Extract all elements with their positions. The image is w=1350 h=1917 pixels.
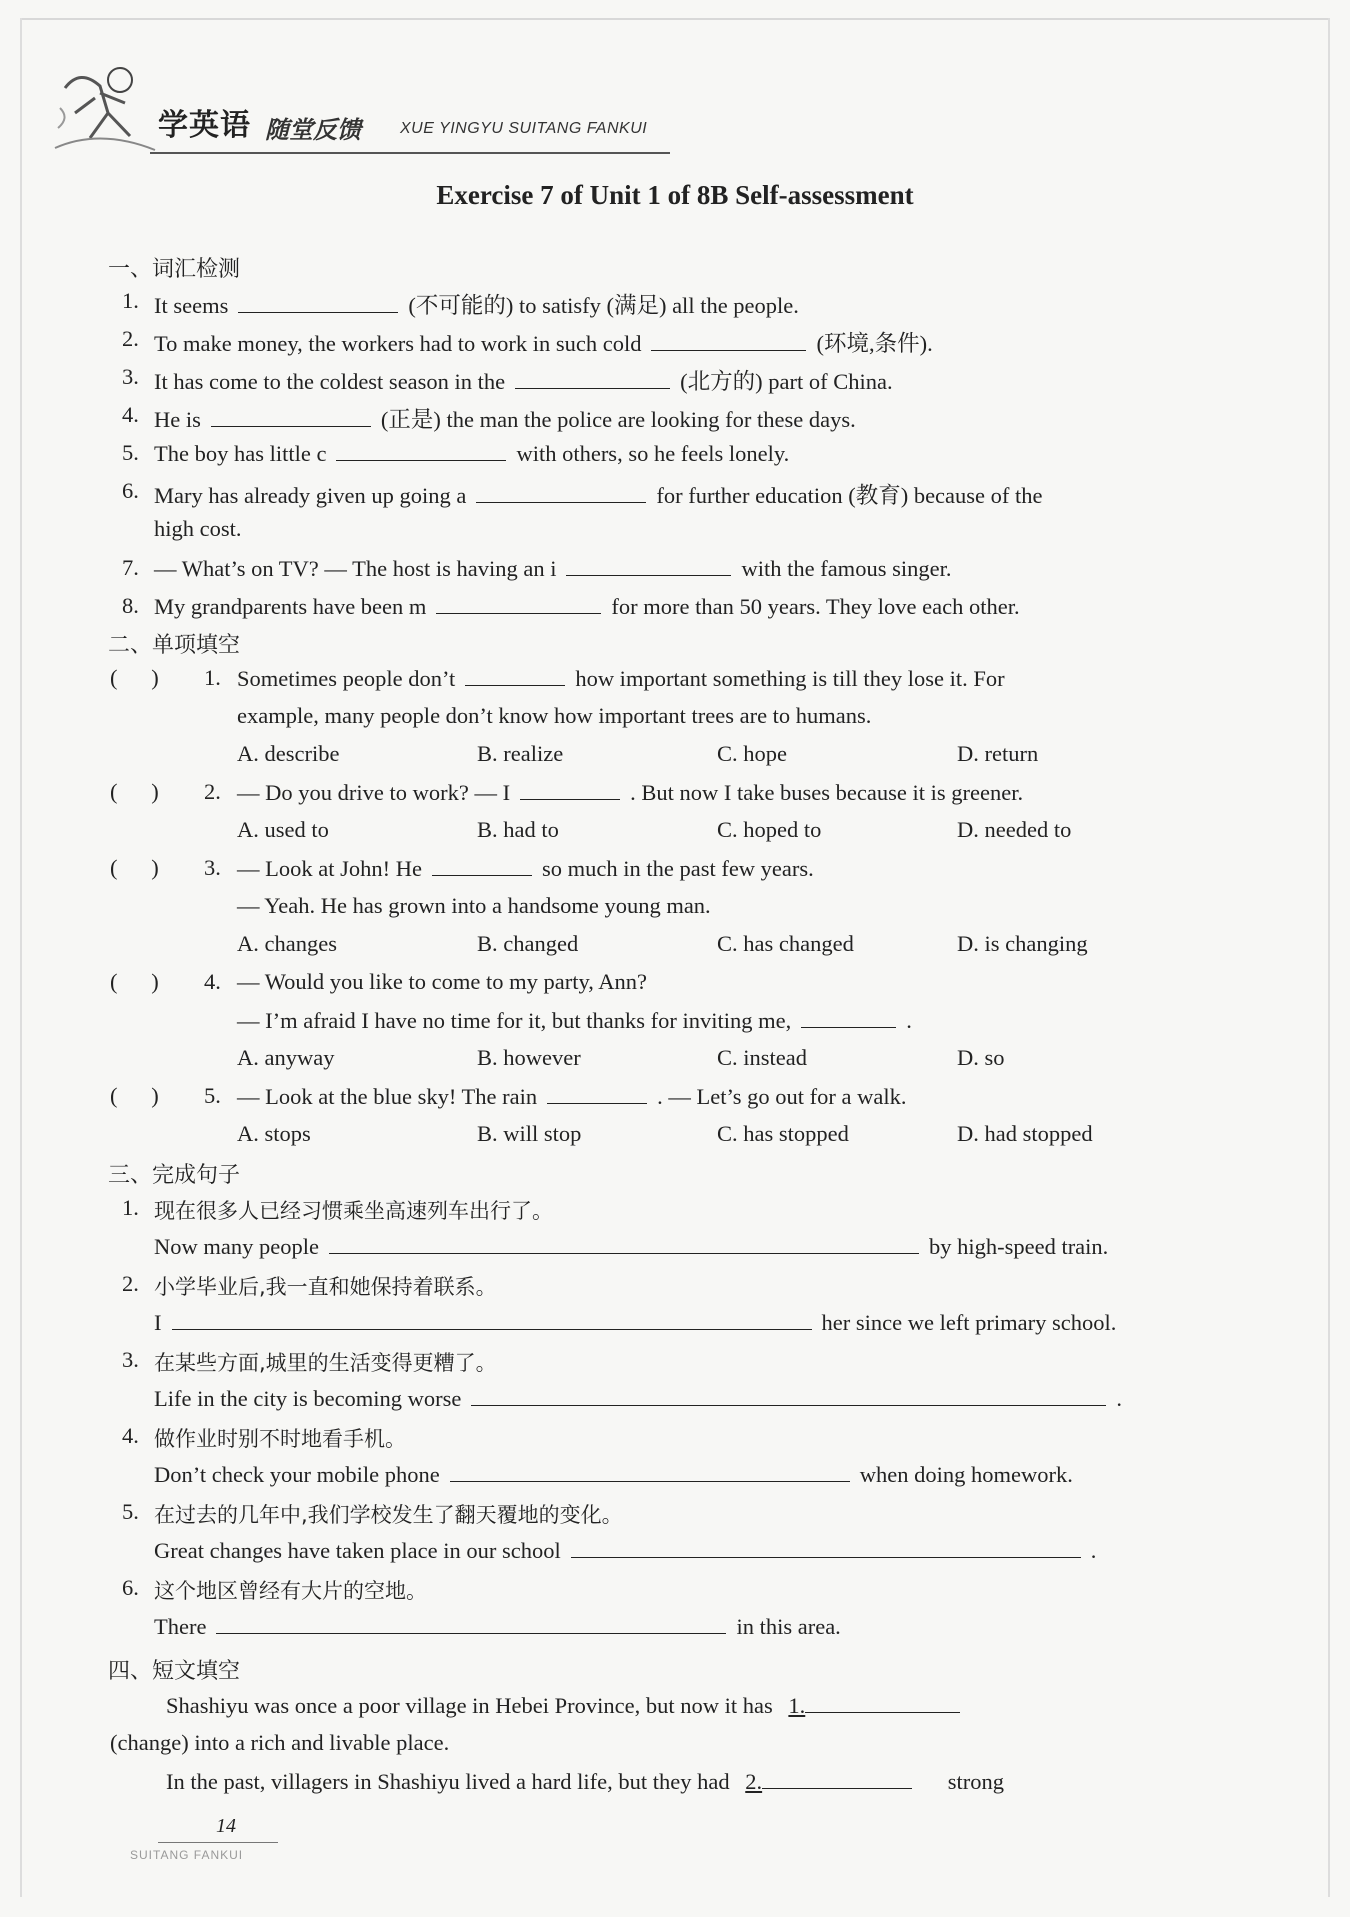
- header-title-cn: 学英语: [158, 108, 251, 143]
- question-number: 4.: [122, 402, 139, 427]
- footer-rule: [158, 1842, 278, 1843]
- passage-text: Shashiyu was once a poor village in Hebei Province, but now it has: [166, 1693, 773, 1718]
- question-number: 5.: [122, 1499, 139, 1524]
- sentence-text: in this area.: [736, 1614, 841, 1639]
- vocab-blank[interactable]: [651, 330, 806, 351]
- question-text: To make money, the workers had to work in such cold: [154, 331, 642, 356]
- question-text: The boy has little c: [154, 441, 327, 466]
- sentence-text: There: [154, 1614, 207, 1639]
- page-border-left: [20, 18, 22, 1897]
- question-text: He is: [154, 407, 201, 432]
- option-b[interactable]: B. will stop: [477, 1121, 582, 1146]
- option-a[interactable]: A. changes: [237, 931, 337, 956]
- sentence-answer-line: [154, 1537, 1096, 1564]
- mc-blank[interactable]: [547, 1083, 647, 1104]
- question-number: 5.: [122, 440, 139, 465]
- vocab-question: [154, 593, 1020, 620]
- answer-paren[interactable]: ( ): [110, 969, 159, 994]
- question-number: 4.: [204, 969, 221, 994]
- question-text: It seems: [154, 293, 229, 318]
- question-number: 6.: [122, 1575, 139, 1600]
- mc-blank[interactable]: [801, 1007, 896, 1028]
- vocab-question: [154, 364, 893, 396]
- answer-paren[interactable]: ( ): [110, 855, 159, 880]
- mc-blank[interactable]: [520, 779, 620, 800]
- sentence-answer-line: [154, 1461, 1073, 1488]
- vocab-blank[interactable]: [566, 555, 731, 576]
- question-text: . But now I take buses because it is greener.: [630, 780, 1024, 805]
- book-header: [50, 58, 670, 158]
- question-text: (环境,条件).: [816, 331, 933, 356]
- chinese-prompt: 现在很多人已经习惯乘坐高速列车出行了。: [154, 1199, 553, 1223]
- question-text: (不可能的) to satisfy (满足) all the people.: [408, 293, 799, 318]
- section-passage-heading: 四、短文填空: [108, 1659, 241, 1684]
- option-a[interactable]: A. used to: [237, 817, 329, 842]
- question-text: how important something is till they lose it. For: [575, 666, 1005, 691]
- mc-question-line: [237, 969, 647, 995]
- option-a[interactable]: A. describe: [237, 741, 340, 766]
- vocab-question: [154, 402, 856, 434]
- option-d[interactable]: D. had stopped: [957, 1121, 1093, 1146]
- mc-question-line: [237, 1083, 906, 1110]
- mc-question-line: — Yeah. He has grown into a handsome young man.: [237, 893, 711, 918]
- option-d[interactable]: D. is changing: [957, 931, 1088, 956]
- question-number: 5.: [204, 1083, 221, 1108]
- passage-text: In the past, villagers in Shashiyu lived a hard life, but they had: [166, 1769, 730, 1794]
- option-b[interactable]: B. realize: [477, 741, 564, 766]
- question-text: with others, so he feels lonely.: [516, 441, 790, 466]
- vocab-blank[interactable]: [515, 368, 670, 389]
- blank-number: 2.: [745, 1769, 763, 1794]
- option-c[interactable]: C. instead: [717, 1045, 807, 1070]
- question-number: 3.: [122, 364, 139, 389]
- section-sentence-heading: 三、完成句子: [108, 1163, 241, 1188]
- option-c[interactable]: C. has stopped: [717, 1121, 849, 1146]
- chinese-prompt: 小学毕业后,我一直和她保持着联系。: [154, 1275, 497, 1299]
- vocab-question: [154, 555, 951, 582]
- option-b[interactable]: B. changed: [477, 931, 579, 956]
- answer-paren[interactable]: ( ): [110, 1083, 159, 1108]
- sentence-blank[interactable]: [471, 1385, 1106, 1406]
- sentence-text: .: [1090, 1538, 1097, 1563]
- sentence-blank[interactable]: [450, 1461, 850, 1482]
- question-text: Mary has already given up going a: [154, 483, 467, 508]
- passage-line-3: [166, 1768, 1004, 1795]
- question-text: . — Let’s go out for a walk.: [657, 1084, 907, 1109]
- sentence-text: her since we left primary school.: [821, 1310, 1117, 1335]
- vocab-blank[interactable]: [476, 482, 646, 503]
- vocab-question: [154, 326, 933, 358]
- header-rule: [150, 152, 670, 154]
- question-text: — Do you drive to work? — I: [237, 780, 511, 805]
- question-number: 6.: [122, 478, 139, 503]
- option-d[interactable]: D. so: [957, 1045, 1005, 1070]
- option-a[interactable]: A. stops: [237, 1121, 311, 1146]
- chinese-prompt: 这个地区曾经有大片的空地。: [154, 1579, 427, 1603]
- question-number: 8.: [122, 593, 139, 618]
- answer-paren[interactable]: ( ): [110, 665, 159, 690]
- option-d[interactable]: D. return: [957, 741, 1039, 766]
- mc-question-line: example, many people don’t know how important trees are to humans.: [237, 703, 872, 728]
- question-text: It has come to the coldest season in the: [154, 369, 506, 394]
- sentence-blank[interactable]: [216, 1613, 726, 1634]
- question-text: — Look at the blue sky! The rain: [237, 1084, 538, 1109]
- vocab-question: [154, 288, 799, 320]
- question-number: 2.: [122, 1271, 139, 1296]
- option-c[interactable]: C. hoped to: [717, 817, 822, 842]
- question-number: 1.: [122, 1195, 139, 1220]
- passage-line-1: [166, 1692, 960, 1719]
- question-number: 1.: [204, 665, 221, 690]
- sentence-answer-line: [154, 1233, 1108, 1260]
- page-border-right: [1328, 18, 1330, 1897]
- mc-blank[interactable]: [465, 665, 565, 686]
- mc-question-line: [237, 855, 814, 882]
- page-number: 14: [216, 1815, 236, 1837]
- option-b[interactable]: B. however: [477, 1045, 581, 1070]
- passage-blank-1[interactable]: [805, 1692, 960, 1713]
- question-number: 4.: [122, 1423, 139, 1448]
- question-number: 2.: [204, 779, 221, 804]
- question-text: (北方的) part of China.: [680, 369, 893, 394]
- question-text: for further education (教育) because of the: [656, 483, 1043, 508]
- passage-blank-2[interactable]: [762, 1768, 912, 1789]
- vocab-question: [154, 440, 789, 467]
- section-mc-heading: 二、单项填空: [108, 633, 241, 658]
- sentence-blank[interactable]: [172, 1309, 812, 1330]
- passage-line-2: [110, 1730, 449, 1756]
- vocab-blank[interactable]: [238, 292, 398, 313]
- sentence-text: Great changes have taken place in our school: [154, 1538, 561, 1563]
- sentence-blank[interactable]: [329, 1233, 919, 1254]
- vocab-question-cont: high cost.: [154, 516, 242, 541]
- question-number: 2.: [122, 326, 139, 351]
- page-border-top: [20, 18, 1330, 20]
- sentence-text: Now many people: [154, 1234, 319, 1259]
- mc-question-line: [237, 1007, 912, 1034]
- vocab-blank[interactable]: [336, 440, 506, 461]
- option-d[interactable]: D. needed to: [957, 817, 1072, 842]
- section-vocab-heading: 一、词汇检测: [108, 257, 241, 282]
- question-text: — I’m afraid I have no time for it, but thanks for inviting me,: [237, 1008, 792, 1033]
- sentence-text: by high-speed train.: [928, 1234, 1109, 1259]
- sentence-blank[interactable]: [571, 1537, 1081, 1558]
- sentence-answer-line: [154, 1385, 1122, 1412]
- chinese-prompt: 做作业时别不时地看手机。: [154, 1427, 406, 1451]
- sentence-text: .: [1116, 1386, 1123, 1411]
- question-number: 7.: [122, 555, 139, 580]
- option-b[interactable]: B. had to: [477, 817, 559, 842]
- question-text: with the famous singer.: [741, 556, 952, 581]
- sentence-text: when doing homework.: [859, 1462, 1073, 1487]
- vocab-question: [154, 478, 1043, 510]
- question-text: (正是) the man the police are looking for these days.: [380, 407, 856, 432]
- blank-number: 1.: [788, 1693, 806, 1718]
- runner-logo-icon: [50, 58, 160, 158]
- question-text: for more than 50 years. They love each other.: [611, 594, 1020, 619]
- question-text: .: [906, 1008, 912, 1033]
- question-text: My grandparents have been m: [154, 594, 427, 619]
- header-pinyin: XUE YINGYU SUITANG FANKUI: [400, 120, 648, 137]
- question-text: Sometimes people don’t: [237, 666, 456, 691]
- question-text: so much in the past few years.: [541, 856, 814, 881]
- answer-paren[interactable]: ( ): [110, 779, 159, 804]
- header-subtitle-cn: 随堂反馈: [265, 116, 361, 144]
- mc-question-line: [237, 779, 1023, 806]
- question-text: — Look at John! He: [237, 856, 422, 881]
- vocab-blank[interactable]: [211, 406, 371, 427]
- chinese-prompt: 在过去的几年中,我们学校发生了翻天覆地的变化。: [154, 1503, 623, 1527]
- sentence-text: Don’t check your mobile phone: [154, 1462, 440, 1487]
- question-number: 1.: [122, 288, 139, 313]
- question-text: — What’s on TV? — The host is having an i: [154, 556, 557, 581]
- sentence-text: Life in the city is becoming worse: [154, 1386, 462, 1411]
- sentence-answer-line: [154, 1309, 1116, 1336]
- question-number: 3.: [122, 1347, 139, 1372]
- sentence-text: I: [154, 1310, 162, 1335]
- exercise-title: Exercise 7 of Unit 1 of 8B Self-assessment: [436, 180, 914, 210]
- option-a[interactable]: A. anyway: [237, 1045, 335, 1070]
- footer-brand: SUITANG FANKUI: [130, 1848, 244, 1862]
- chinese-prompt: 在某些方面,城里的生活变得更糟了。: [154, 1351, 497, 1375]
- question-text: — Would you like to come to my party, Ann?: [237, 969, 648, 994]
- mc-blank[interactable]: [432, 855, 532, 876]
- option-c[interactable]: C. hope: [717, 741, 787, 766]
- passage-text: strong: [947, 1769, 1004, 1794]
- passage-text: (change) into a rich and livable place.: [110, 1730, 450, 1755]
- question-number: 3.: [204, 855, 221, 880]
- sentence-answer-line: [154, 1613, 841, 1640]
- mc-question-line: [237, 665, 1005, 692]
- vocab-blank[interactable]: [436, 593, 601, 614]
- option-c[interactable]: C. has changed: [717, 931, 854, 956]
